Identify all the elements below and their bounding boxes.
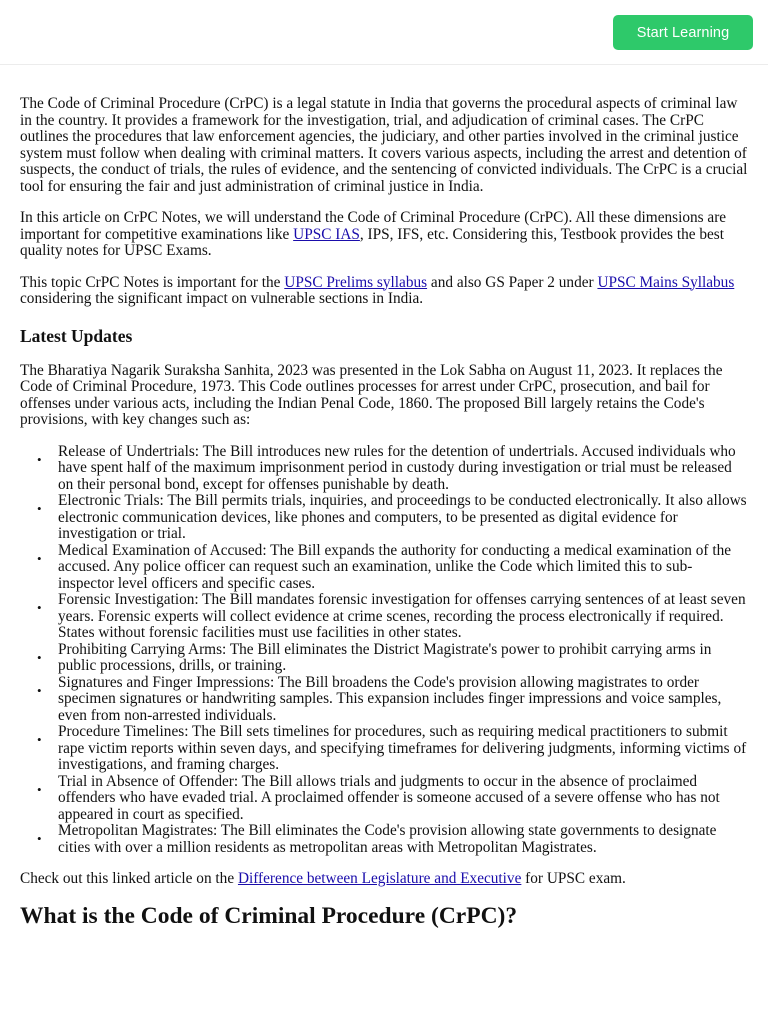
intro-paragraph-3 [20, 275, 748, 308]
bullet-icon: • [37, 781, 42, 797]
list-item [20, 642, 748, 675]
intro-p3-text-after: considering the significant impact on vulnerable sections in India. [20, 290, 424, 307]
intro-p2-text-after: , IPS, IFS, etc. Considering this, Testbook provides the best quality notes for UPSC Exams. [20, 225, 724, 259]
bullet-icon: • [37, 831, 42, 846]
bullet-icon: • [37, 600, 42, 615]
intro-paragraph-1: The Code of Criminal Procedure (CrPC) is a legal statute in India that governs the procedural aspects of criminal law in the country. It provides a framework for the investigation, trial, and adjudication of criminal cases. The CrPC outlines the procedures that law enforcement agencies, the judiciary, and other parties involved in the criminal justice system must follow when dealing with criminal matters. It covers various aspects, including the arrest and detention of suspects, the conduct of trials, the rules of evidence, and the sentencing of convicted individuals. The CrPC is a crucial tool for ensuring the fair and just administration of criminal justice in India. [20, 95, 748, 195]
list-item [20, 823, 748, 856]
list-item [20, 543, 748, 593]
top-bar [0, 0, 768, 65]
latest-updates-heading: Latest Updates [20, 325, 133, 346]
list-item-text: Metropolitan Magistrates: The Bill eliminates the Code's provision allowing state governments to designate cities with over a million residents as metropolitan areas with Metropolitan Magistrates. [58, 822, 717, 856]
start-learning-button[interactable]: Start Learning [613, 15, 753, 50]
list-item-text: Electronic Trials: The Bill permits trials, inquiries, and proceedings to be conducted electronically. It also allows electronic communication devices, like phones and computers, to be presented as digital evidence for investigation or trial. [58, 492, 747, 542]
list-item-text: Release of Undertrials: The Bill introduces new rules for the detention of undertrials. Accused individuals who have spent half of the maximum imprisonment period in custody during investigation or trial must be released on their personal bond, except for offenses punishable by death. [58, 442, 736, 493]
upsc-prelims-syllabus-link[interactable]: UPSC Prelims syllabus [284, 273, 428, 291]
list-item [20, 444, 748, 494]
list-item-text: Prohibiting Carrying Arms: The Bill eliminates the District Magistrate's power to prohibit carrying arms in public processions, drills, or training. [58, 640, 712, 674]
intro-paragraph-2 [20, 210, 748, 260]
list-item-text: Medical Examination of Accused: The Bill expands the authority for conducting a medical examination of the accused. Any police officer can request such an examination, unlike the Code which limited this to sub-inspector level officers and specific cases. [58, 541, 732, 592]
intro-p3-text-before: This topic CrPC Notes is important for the [20, 273, 285, 291]
article-content [20, 96, 748, 930]
list-item [20, 774, 748, 824]
list-item-text: Trial in Absence of Offender: The Bill allows trials and judgments to occur in the absence of proclaimed offenders who have evaded trial. A proclaimed offender is someone accused of a severe offense who has not appeared in court as specified. [58, 772, 720, 823]
bullet-icon: • [37, 732, 42, 747]
intro-p2-text-before: In this article on CrPC Notes, we will understand the Code of Criminal Procedure (CrPC). All these dimensions are important for competitive examinations like [20, 209, 727, 243]
upsc-mains-syllabus-link[interactable]: UPSC Mains Syllabus [597, 273, 735, 291]
list-item [20, 493, 748, 543]
linked-article-paragraph [20, 871, 748, 888]
list-item-text: Procedure Timelines: The Bill sets timelines for procedures, such as requiring medical practitioners to submit rape victim reports within seven days, and specifying timeframes for delivering judgments, informing victims of investigations, and framing charges. [58, 723, 747, 773]
list-item-text: Forensic Investigation: The Bill mandates forensic investigation for offenses carrying sentences of at least seven years. Forensic experts will collect evidence at crime scenes, recording the process electronically if required. States without forensic facilities must use facilities in other states. [58, 591, 746, 641]
linked-article-text-before: Check out this linked article on the [20, 870, 238, 887]
updates-lead-paragraph: The Bharatiya Nagarik Suraksha Sanhita, 2023 was presented in the Lok Sabha on August 11, 2023. It replaces the Code of Criminal Procedure, 1973. This Code outlines processes for arrest under CrPC, prosecution, and bail for offenses under various acts, including the Indian Penal Code, 1860. The proposed Bill largely retains the Code's provisions, with key changes such as: [20, 361, 723, 428]
bullet-icon: • [37, 649, 42, 665]
list-item [20, 675, 748, 725]
upsc-ias-link[interactable]: UPSC IAS [293, 225, 360, 243]
section-heading: What is the Code of Criminal Procedure (CrPC)? [20, 902, 518, 929]
linked-article-text-after: for UPSC exam. [521, 870, 626, 887]
bullet-icon: • [37, 682, 42, 698]
bullet-icon: • [37, 501, 42, 516]
list-item [20, 592, 748, 642]
list-item [20, 724, 748, 774]
bullet-icon: • [37, 550, 42, 566]
list-item-text: Signatures and Finger Impressions: The Bill broadens the Code's provision allowing magistrates to order specimen signatures or handwriting samples. This expansion includes finger impressions and voice samples, even from non-arrested individuals. [58, 673, 722, 724]
intro-p3-text-middle: and also GS Paper 2 under [427, 273, 598, 291]
bullet-icon: • [37, 451, 42, 467]
key-changes-list [20, 444, 748, 857]
legislature-executive-link[interactable]: Difference between Legislature and Executive [237, 870, 522, 887]
